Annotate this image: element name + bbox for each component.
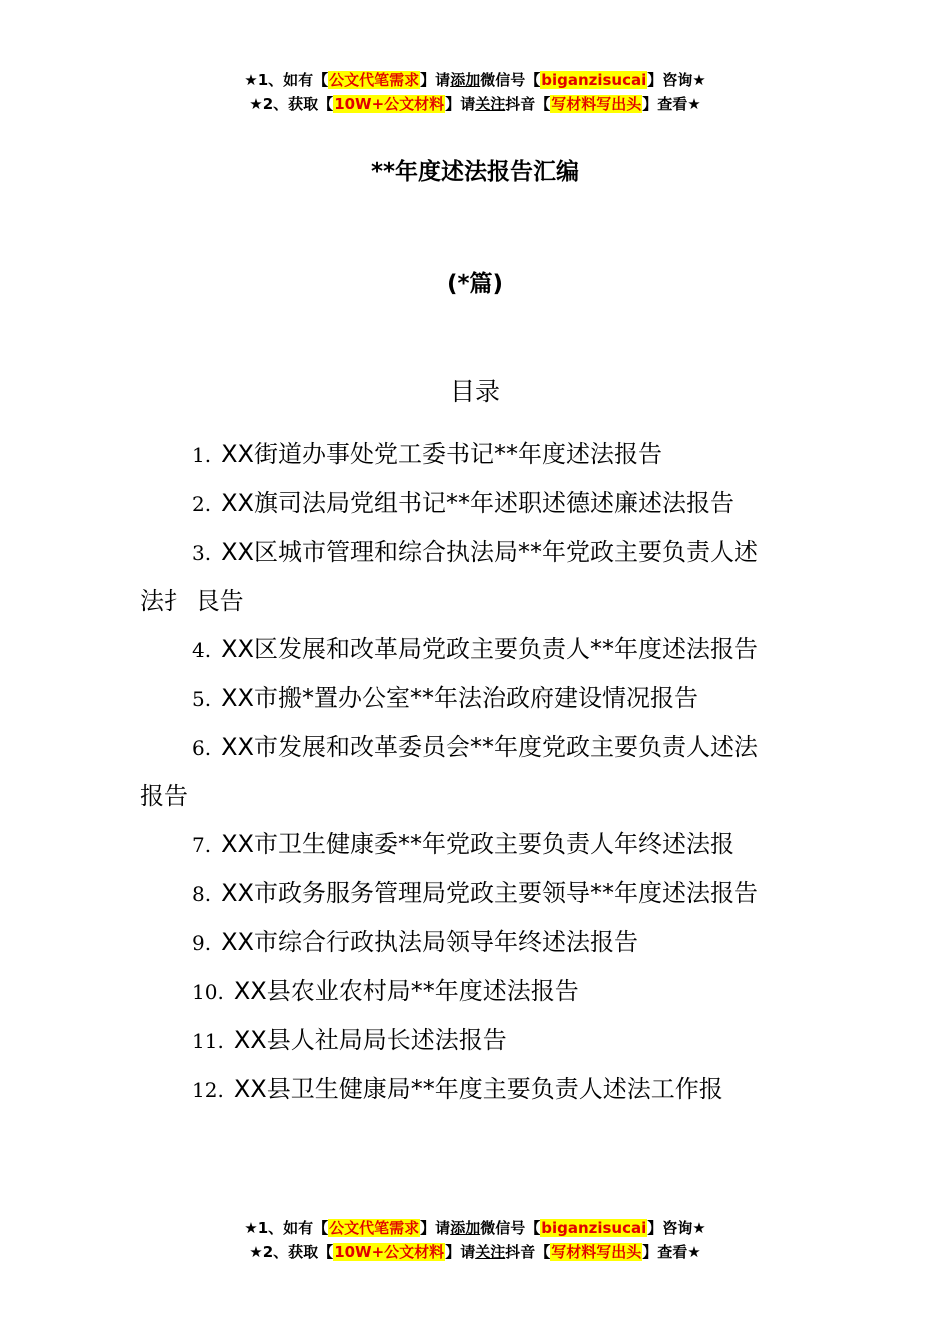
wechat-id: biganzisucai xyxy=(541,1219,647,1237)
table-of-contents xyxy=(140,430,780,1114)
banner-line-1 xyxy=(0,1216,950,1240)
highlight-text: 公文代笔需求 xyxy=(329,71,420,89)
underlined-text: 关注 xyxy=(475,95,506,113)
highlight-text: 公文代笔需求 xyxy=(329,1219,420,1237)
toc-item-number: 9. xyxy=(192,931,212,955)
highlight-text: 10W+公文材料 xyxy=(334,1243,445,1261)
toc-item-number: 8. xyxy=(192,882,212,906)
douyin-id: 写材料写出头 xyxy=(551,1243,642,1261)
toc-item-number: 12. xyxy=(192,1078,224,1102)
toc-item-text: XX县卫生健康局**年度主要负责人述法工作报 xyxy=(233,1075,723,1103)
banner-text: ★1、如有【 xyxy=(244,1219,329,1237)
highlight-text: 10W+公文材料 xyxy=(334,95,445,113)
toc-item xyxy=(140,1016,780,1065)
toc-item-number: 1. xyxy=(192,443,212,467)
toc-heading: 目录 xyxy=(449,377,500,406)
toc-item xyxy=(140,967,780,1016)
toc-item xyxy=(140,918,780,967)
banner-line-1 xyxy=(0,68,950,92)
toc-item xyxy=(140,625,780,674)
toc-item-text: XX区城市管理和综合执法局**年党政主要负责人述法扌 艮告 xyxy=(140,538,758,615)
banner-text: 微信号【 xyxy=(480,71,541,89)
toc-item xyxy=(140,430,780,479)
banner-text: 】查看★ xyxy=(642,1243,701,1261)
wechat-id: biganzisucai xyxy=(541,71,647,89)
underlined-text: 添加 xyxy=(450,71,481,89)
underlined-text: 关注 xyxy=(475,1243,506,1261)
toc-item-text: XX市发展和改革委员会**年度党政主要负责人述法报告 xyxy=(140,733,758,810)
header-banner xyxy=(0,68,950,116)
banner-text: ★2、获取【 xyxy=(249,95,334,113)
banner-text: 抖音【 xyxy=(505,1243,551,1261)
document-subtitle: (*篇) xyxy=(446,271,504,297)
toc-item-text: XX区发展和改革局党政主要负责人**年度述法报告 xyxy=(221,635,758,663)
toc-item-number: 6. xyxy=(192,736,212,760)
banner-text: 】请 xyxy=(445,95,476,113)
toc-item-number: 7. xyxy=(192,833,212,857)
toc-item-text: XX县人社局局长述法报告 xyxy=(233,1026,507,1054)
toc-item xyxy=(140,820,780,869)
toc-item-text: XX旗司法局党组书记**年述职述德述廉述法报告 xyxy=(221,489,734,517)
banner-text: 】咨询★ xyxy=(647,1219,706,1237)
toc-item xyxy=(140,723,780,820)
banner-line-2 xyxy=(0,1240,950,1264)
toc-item-number: 4. xyxy=(192,638,212,662)
toc-item-text: XX市政务服务管理局党政主要领导**年度述法报告 xyxy=(221,879,758,907)
toc-item-number: 11. xyxy=(192,1029,224,1053)
toc-item xyxy=(140,479,780,528)
banner-text: ★1、如有【 xyxy=(244,71,329,89)
document-title: **年度述法报告汇编 xyxy=(370,159,580,185)
footer-banner xyxy=(0,1216,950,1264)
toc-item xyxy=(140,869,780,918)
banner-text: 】请 xyxy=(445,1243,476,1261)
toc-item-text: XX县农业农村局**年度述法报告 xyxy=(233,977,579,1005)
banner-text: 微信号【 xyxy=(480,1219,541,1237)
banner-text: ★2、获取【 xyxy=(249,1243,334,1261)
banner-text: 】请 xyxy=(420,71,451,89)
toc-item xyxy=(140,674,780,723)
toc-item-text: XX市卫生健康委**年党政主要负责人年终述法报 xyxy=(221,830,734,858)
toc-item-number: 2. xyxy=(192,492,212,516)
toc-item-number: 5. xyxy=(192,687,212,711)
douyin-id: 写材料写出头 xyxy=(551,95,642,113)
toc-item-text: XX街道办事处党工委书记**年度述法报告 xyxy=(221,440,662,468)
banner-line-2 xyxy=(0,92,950,116)
banner-text: 抖音【 xyxy=(505,95,551,113)
toc-item-text: XX市综合行政执法局领导年终述法报告 xyxy=(221,928,638,956)
underlined-text: 添加 xyxy=(450,1219,481,1237)
banner-text: 】咨询★ xyxy=(647,71,706,89)
banner-text: 】查看★ xyxy=(642,95,701,113)
toc-item-text: XX市搬*置办公室**年法治政府建设情况报告 xyxy=(221,684,698,712)
toc-item xyxy=(140,1065,780,1114)
toc-item xyxy=(140,528,780,625)
toc-item-number: 10. xyxy=(192,980,224,1004)
toc-item-number: 3. xyxy=(192,541,212,565)
banner-text: 】请 xyxy=(420,1219,451,1237)
